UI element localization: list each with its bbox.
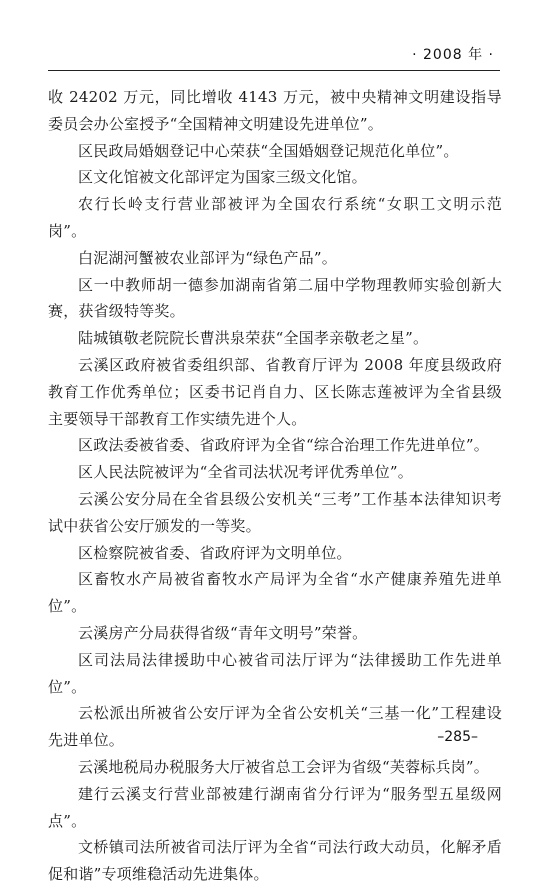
paragraph: 区政法委被省委、省政府评为全省“综合治理工作先进单位”。 — [78, 436, 489, 455]
paragraph: 区民政局婚姻登记中心荣获“全国婚姻登记规范化单位”。 — [78, 141, 459, 160]
header-title: · 2008 年 · — [412, 47, 494, 63]
header-rule — [48, 70, 500, 71]
paragraph: 陆城镇敬老院院长曹洪泉荣获“全国孝亲敬老之星”。 — [78, 329, 429, 348]
paragraph: 云松派出所被省公安厅评为全省公安机关“三基一化”工程建设先进单位。 — [48, 704, 502, 750]
paragraph: 云溪地税局办税服务大厅被省总工会评为省级“芙蓉标兵岗”。 — [78, 757, 489, 776]
paragraph: 云溪区政府被省委组织部、省教育厅评为 2008 年度县级政府教育工作优秀单位；区委书记肖自力、区长陈志莲被评为全省县级主要领导干部教育工作实绩先进个人。 — [48, 355, 502, 428]
paragraph: 建行云溪支行营业部被建行湖南省分行评为“服务型五星级网点”。 — [48, 784, 502, 830]
paragraph: 区一中教师胡一德参加湖南省第二届中学物理教师实验创新大赛，获省级特等奖。 — [48, 275, 502, 321]
paragraph: 白泥湖河蟹被农业部评为“绿色产品”。 — [78, 248, 337, 267]
running-header — [48, 40, 500, 66]
paragraph: 云溪公安分局在全省县级公安机关“三考”工作基本法律知识考试中获省公安厅颁发的一等奖。 — [48, 489, 502, 535]
paragraph: 区畜牧水产局被省畜牧水产局评为全省“水产健康养殖先进单位”。 — [48, 570, 502, 616]
paragraph: 农行长岭支行营业部被评为全国农行系统“女职工文明示范岗”。 — [48, 195, 502, 240]
paragraph: 区文化馆被文化部评定为国家三级文化馆。 — [78, 168, 367, 187]
paragraph: 收 24202 万元，同比增收 4143 万元，被中央精神文明建设指导委员会办公室授予“全国精神文明建设先进单位”。 — [48, 88, 502, 133]
paragraph: 云溪房产分局获得省级“青年文明号”荣誉。 — [78, 623, 368, 642]
paragraph: 区司法局法律援助中心被省司法厅评为“法律援助工作先进单位”。 — [48, 650, 502, 696]
page-number: –285– — [437, 729, 478, 745]
paragraph: 区检察院被省委、省政府评为文明单位。 — [78, 543, 352, 562]
paragraph: 文桥镇司法所被省司法厅评为全省“司法行政大动员，化解矛盾促和谐”专项维稳活动先进集体。 — [48, 838, 502, 884]
paragraph: 区人民法院被评为“全省司法状况考评优秀单位”。 — [78, 463, 413, 482]
page-body — [48, 84, 502, 888]
